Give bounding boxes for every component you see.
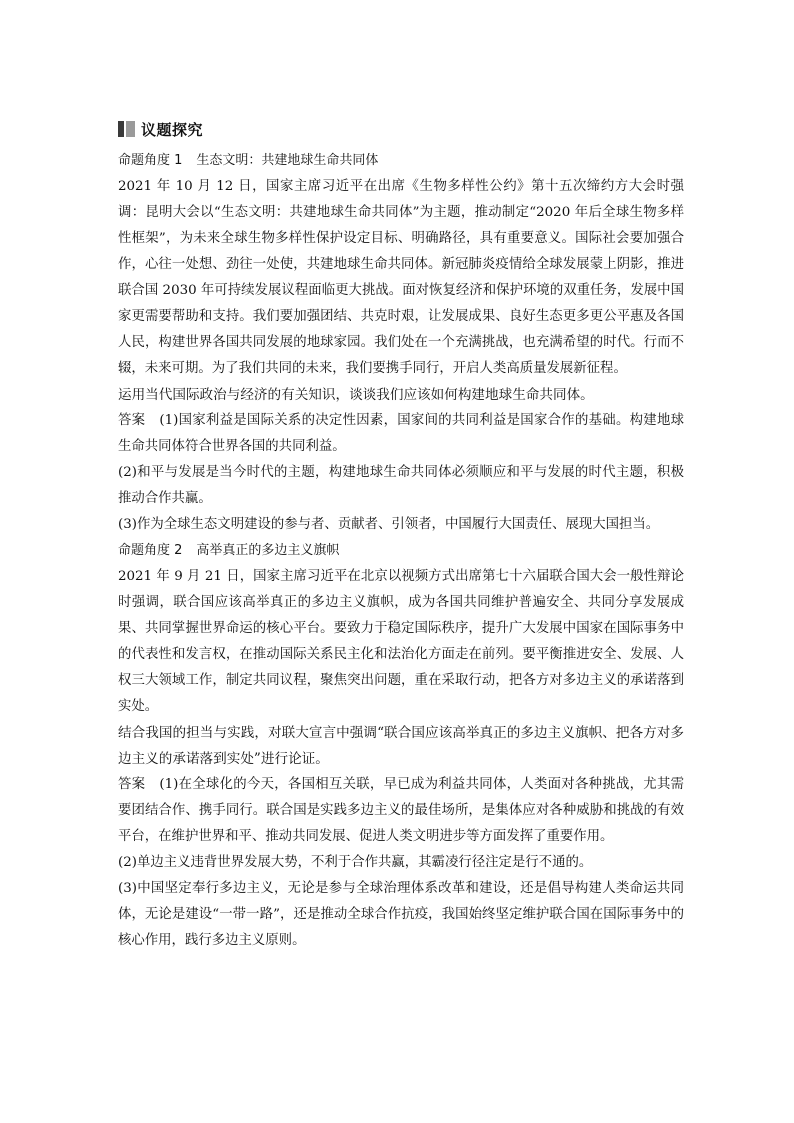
topic-2-title: 高举真正的多边主义旗帜 xyxy=(196,543,340,558)
section-title: 议题探究 xyxy=(141,120,204,139)
topic-2-answer-1-text: (1)在全球化的今天，各国相互关联，早已成为利益共同体，人类面对各种挑战，尤其需要团结合作、携手同行。联合国是实践多边主义的最佳场所，是集体应对各种威胁和挑战的有效平台，在维护世界和平、推动共同发展、促进人类文明进步等方面发挥了重要作用。 xyxy=(118,777,685,844)
topic-2-answer-2: (2)单边主义违背世界发展大势，不利于合作共赢，其霸凌行径注定是行不通的。 xyxy=(118,855,593,870)
topic-1-heading xyxy=(118,148,684,174)
topic-1-answer-1-text: (1)国家利益是国际关系的决定性因素，国家间的共同利益是国家合作的基础。构建地球生命共同体符合世界各国的共同利益。 xyxy=(118,413,685,454)
topic-1-answer-label: 答案 xyxy=(118,413,146,428)
topic-1-answer-3: (3)作为全球生态文明建设的参与者、贡献者、引领者，中国履行大国责任、展现大国担当。 xyxy=(118,517,660,532)
topic-2-heading xyxy=(118,538,684,564)
topic-2-label: 命题角度 2 xyxy=(118,543,183,558)
topic-1-label: 命题角度 1 xyxy=(118,153,183,168)
topic-2-answer-3: (3)中国坚定奉行多边主义，无论是参与全球治理体系改革和建设，还是倡导构建人类命运共同体，无论是建设“一带一路”，还是推动全球合作抗疫，我国始终坚定维护联合国在国际事务中的核心作用，践行多边主义原则。 xyxy=(118,881,684,948)
topic-2-question: 结合我国的担当与实践，对联大宣言中强调“联合国应该高举真正的多边主义旗帜、把各方对多边主义的承诺落到实处”进行论证。 xyxy=(118,725,684,767)
topic-1-answer-2: (2)和平与发展是当今时代的主题，构建地球生命共同体必须顺应和平与发展的时代主题，积极推动合作共赢。 xyxy=(118,465,684,506)
topic-1-title: 生态文明：共建地球生命共同体 xyxy=(196,153,379,168)
topic-1-answer-1 xyxy=(118,408,684,460)
topic-2-material: 2021 年 9 月 21 日，国家主席习近平在北京以视频方式出席第七十六届联合国大会一般性辩论时强调，联合国应该高举真正的多边主义旗帜，成为各国共同维护普遍安全、共同分享发展成果、共同掌握世界命运的核心平台。要致力于稳定国际秩序，提升广大发展中国家在国际事务中的代表性和发言权，在推动国际关系民主化和法治化方面走在前列。要平衡推进安全、发展、人权三大领域工作，制定共同议程，聚焦突出问题，重在采取行动，把各方对多边主义的承诺落到实处。 xyxy=(118,569,684,714)
topic-2-answer-label: 答案 xyxy=(118,777,146,792)
section-header xyxy=(118,118,684,140)
topic-1-material: 2021 年 10 月 12 日，国家主席习近平在出席《生物多样性公约》第十五次缔约方大会时强调：昆明大会以“生态文明：共建地球生命共同体”为主题，推动制定“2020 年后全球生物多样性框架”，为未来全球生物多样性保护设定目标、明确路径，具有重要意义。国际社会要加强合作，心往一处想、劲往一处使，共建地球生命共同体。新冠肺炎疫情给全球发展蒙上阴影，推进联合国 2030 年可持续发展议程面临更大挑战。面对恢复经济和保护环境的双重任务，发展中国家更需要帮助和支持。我们要加强团结、共克时艰，让发展成果、良好生态更多更公平惠及各国人民，构建世界各国共同发展的地球家园。我们处在一个充满挑战，也充满希望的时代。行而不辍，未来可期。为了我们共同的未来，我们要携手同行，开启人类高质量发展新征程。 xyxy=(118,179,684,376)
topic-2-answer-1 xyxy=(118,772,684,850)
section-marker-icon xyxy=(118,121,135,137)
document-page xyxy=(118,118,684,954)
topic-1-question: 运用当代国际政治与经济的有关知识，谈谈我们应该如何构建地球生命共同体。 xyxy=(118,387,594,403)
